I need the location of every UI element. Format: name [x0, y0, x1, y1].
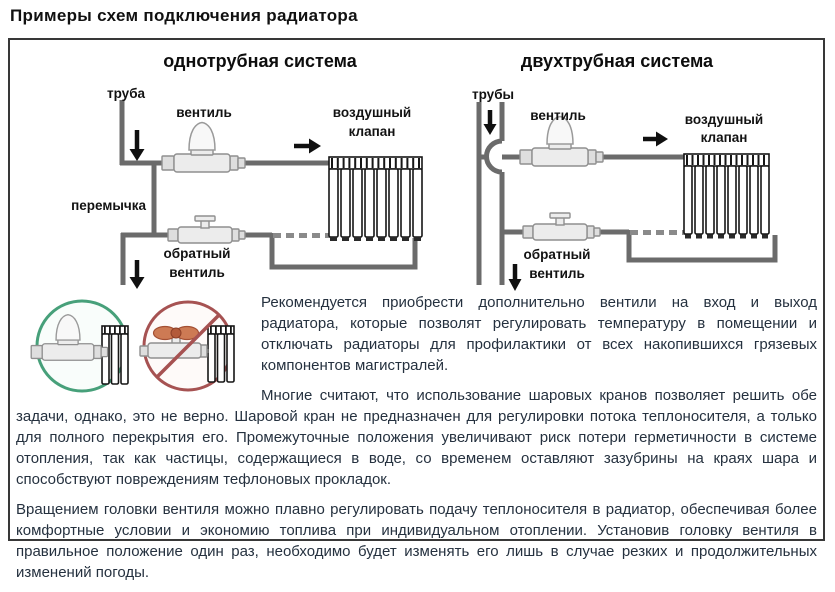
pipe-label: труба: [107, 86, 146, 101]
paragraph-valve-head-usage: Вращением головки вентиля можно плавно регулировать подачу теплоносителя в радиатор, обеспечивая более комфортные условии и экономию топлива при индивидуальном отоплении. Установив головку вентиля в правильное положение один раз, необходимо будет изменять его лишь в случае резких и продолжительных изменений погоды.: [16, 501, 817, 581]
flow-down-arrow-bottom: [130, 260, 145, 289]
valve-recommendation-icons: [16, 292, 253, 404]
single-pipe-heading: однотрубная система: [163, 51, 357, 71]
return-valve-icon: [523, 213, 600, 240]
page-title: Примеры схем подключения радиатора: [10, 6, 358, 25]
radiator: [684, 154, 769, 237]
bypass-label: перемычка: [71, 198, 146, 213]
return-valve-label-line1: обратный: [523, 247, 591, 262]
text-block: [10, 292, 823, 592]
flow-down-arrow-bottom: [509, 264, 522, 291]
return-valve-label-line1: обратный: [163, 246, 231, 261]
air-valve-label-line2: клапан: [700, 130, 748, 145]
valve-label: вентиль: [176, 105, 232, 120]
air-valve-label-line1: воздушный: [684, 112, 764, 127]
return-valve-label-line2: вентиль: [529, 266, 585, 281]
two-pipe-diagram: [427, 40, 823, 292]
radiator: [329, 157, 422, 239]
air-valve-label-line2: клапан: [348, 124, 396, 139]
flow-down-arrow-top: [130, 130, 145, 161]
pipes-label: трубы: [472, 87, 515, 102]
single-pipe-diagram: [10, 40, 427, 292]
flow-right-arrow: [643, 132, 668, 147]
paragraph-recommendation: Рекомендуется приобрести дополнительно вентили на вход и выход радиатора, которые позволят регулировать температуру в помещении и отключать радиаторы для профилактики от всех накопившихся грязевых компонентов магистралей.: [261, 294, 817, 374]
supply-valve-icon: [162, 123, 245, 173]
two-pipe-heading: двухтрубная система: [520, 51, 714, 71]
valve-label: вентиль: [530, 108, 586, 123]
diagram-frame: [8, 38, 825, 581]
flow-right-arrow: [294, 139, 321, 154]
return-valve-icon: [168, 216, 245, 243]
return-valve-label-line2: вентиль: [169, 265, 225, 280]
flow-down-arrow-top: [484, 110, 497, 135]
prohibited-valve-icon: [140, 302, 234, 390]
supply-valve-icon: [520, 117, 603, 167]
paragraph-ball-valve-warning: Многие считают, что использование шаровых кранов позволяет решить обе задачи, однако, это не верно. Шаровой кран не предназначен для регулировки потока теплоносителя, а только для полного перекрытия его. Промежуточные положения увеличивают риск потери герметичности в системе отопления, так как частицы, содержащиеся в воде, со временем оставляют зазубрины на краях шара и способствуют повреждениям тефлоновых прокладок.: [16, 387, 817, 488]
air-valve-label-line1: воздушный: [332, 105, 412, 120]
allowed-valve-icon: [31, 301, 128, 391]
